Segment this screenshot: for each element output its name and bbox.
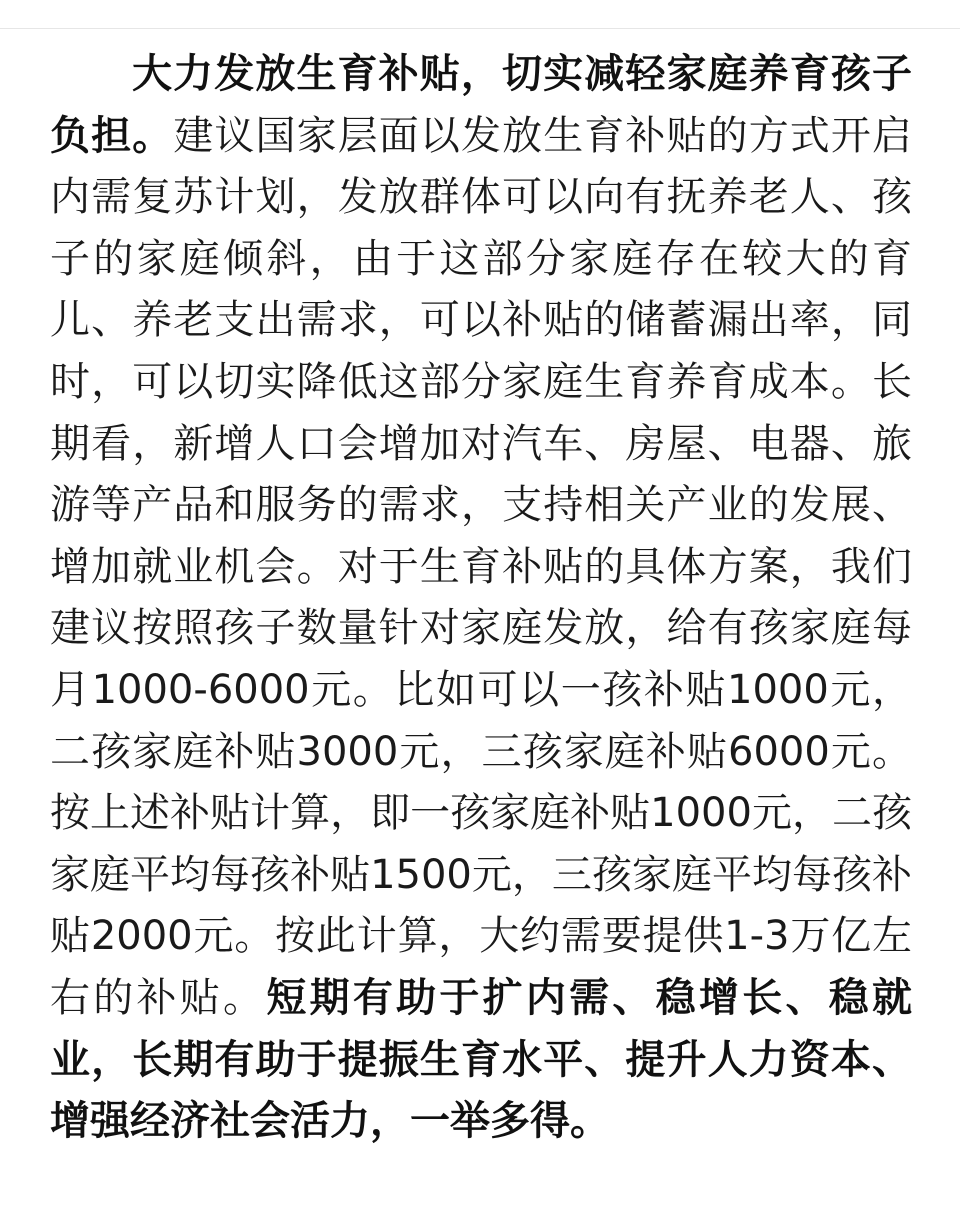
top-divider xyxy=(0,28,960,29)
lead-bold-sentence: 大力发放生育补贴，切实减轻家庭养育孩子负担。 xyxy=(50,51,912,159)
body-text: 建议国家层面以发放生育补贴的方式开启内需复苏计划，发放群体可以向有抚养老人、孩子的家庭倾斜，由于这部分家庭存在较大的育儿、养老支出需求，可以补贴的储蓄漏出率，同时，可以切实降低这部分家庭生育养育成本。长期看，新增人口会增加对汽车、房屋、电器、旅游等产品和服务的需求，支持相关产业的发展、增加就业机会。对于生育补贴的具体方案，我们建议按照孩子数量针对家庭发放，给有孩家庭每月1000-6000元。比如可以一孩补贴1000元，二孩家庭补贴3000元，三孩家庭补贴6000元。按上述补贴计算，即一孩家庭补贴1000元，二孩家庭平均每孩补贴1500元，三孩家庭平均每孩补贴2000元。按此计算，大约需要提供1-3万亿左右的补贴。 xyxy=(50,112,913,1021)
closing-bold-sentence: 短期有助于扩内需、稳增长、稳就业，长期有助于提振生育水平、提升人力资本、增强经济社会活力，一举多得。 xyxy=(50,974,913,1145)
article-paragraph xyxy=(50,44,912,1153)
